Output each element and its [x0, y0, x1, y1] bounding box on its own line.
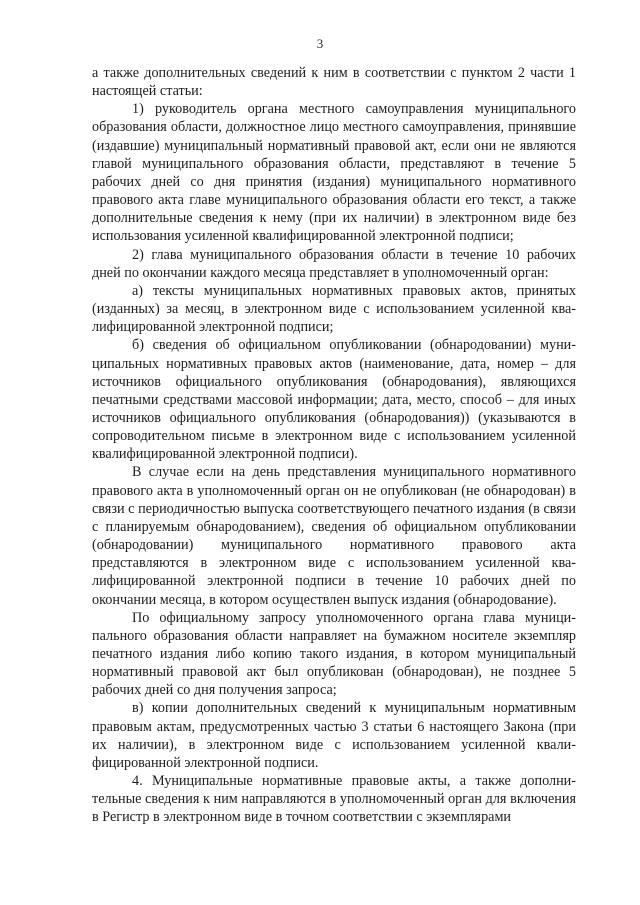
- paragraph-subitem-b: б) сведения об официальном опубликовании (обнародовании) муниципальных нормативных правовых актов (наименование, дата, номер – для источников официального опубликования (обнародования), являющихся печатными средствами массовой информации; дата, место, способ – для иных источников официального опубликования (обнародования)) (указываются в сопроводительном письме в электронном виде с использованием усиленной квалифицированной электронной подписи).: [92, 337, 576, 463]
- paragraph-unpublished-case: В случае если на день представления муниципального нормативного правового акта в уполномоченный орган он не опубликован (не обнародован) в связи с периодичностью выпуска соответствующего печатного издания (в связи с планируемым обнародованием), сведения об официальном опубликовании (обнародовании) муниципального нормативного правового акта представляются в электронном виде с использованием усиленной квалифицированной электронной подписи в течение 10 рабочих дней по окончании месяца, в котором осуществлен выпуск издания (обнародование).: [92, 464, 576, 608]
- paragraph-item-2: 2) глава муниципального образования области в течение 10 рабочих дней по окончании каждого месяца представляет в уполномоченный орган:: [92, 246, 576, 281]
- document-body: [92, 64, 576, 827]
- paragraph-subitem-a: а) тексты муниципальных нормативных правовых актов, принятых (изданных) за месяц, в электронном виде с использованием усиленной квалифицированной электронной подписи;: [92, 282, 576, 336]
- paragraph-official-request: По официальному запросу уполномоченного органа глава муниципального образования области направляет на бумажном носителе экземпляр печатного издания либо копию такого издания, в котором муниципальный нормативный правовой акт был опубликован (обнародован), не позднее 5 рабочих дней со дня получения запроса;: [92, 609, 576, 699]
- paragraph-continuation: а также дополнительных сведений к ним в соответствии с пунктом 2 части 1 настоящей статьи:: [92, 65, 576, 100]
- paragraph-item-1: 1) руководитель органа местного самоуправления муниципального образования области, должностное лицо местного самоуправления, принявшие (издавшие) муниципальный нормативный правовой акт, если они не являются главой муниципального образования области, представляют в течение 5 рабочих дней со дня принятия (издания) муниципального нормативного правового акта главе муниципального образования области его текст, а также дополнительные сведения к нему (при их наличии) в электронном виде без использования усиленной квалифицированной электронной подписи;: [92, 101, 576, 245]
- paragraph-subitem-v: в) копии дополнительных сведений к муниципальным нормативным правовым актам, предусмотренных частью 3 статьи 6 настоящего Закона (при их наличии), в электронном виде с использованием усиленной квалифицированной электронной подписи.: [92, 700, 576, 771]
- page-number: 3: [316, 36, 324, 51]
- paragraph-item-4: 4. Муниципальные нормативные правовые акты, а также дополнительные сведения к ним направляются в уполномоченный орган для включения в Регистр в электронном виде в точном соответствии с экземплярами: [92, 773, 576, 826]
